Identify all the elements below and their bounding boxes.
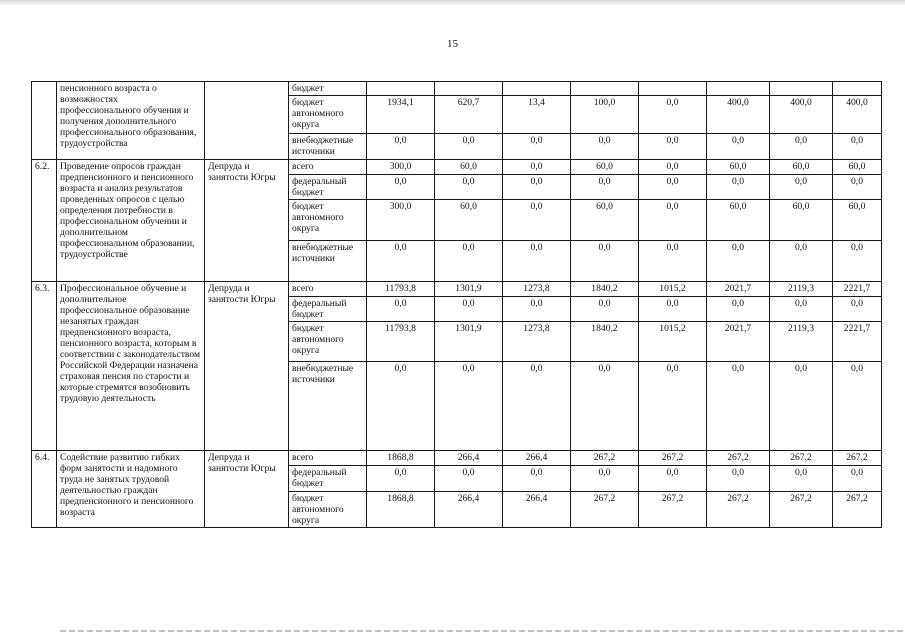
amount-cell: 2021,7 xyxy=(707,322,770,362)
amount-cell: 0,0 xyxy=(435,241,503,282)
amount-cell: 0,0 xyxy=(770,241,833,282)
amount-cell: 0,0 xyxy=(571,297,639,322)
amount-cell: 1868,8 xyxy=(367,492,435,528)
amount-cell: 0,0 xyxy=(833,134,882,160)
amount-cell: 1273,8 xyxy=(503,322,571,362)
amount-cell: 0,0 xyxy=(435,175,503,200)
table-row xyxy=(32,160,882,175)
amount-cell: 60,0 xyxy=(707,200,770,241)
funding-source: федеральный бюджет xyxy=(289,297,367,322)
measure-index: 6.3. xyxy=(32,282,57,451)
amount-cell: 0,0 xyxy=(367,362,435,451)
amount-cell: 0,0 xyxy=(639,297,707,322)
amount-cell: 11793,8 xyxy=(367,322,435,362)
amount-cell: 0,0 xyxy=(639,200,707,241)
scan-edge-bottom xyxy=(60,630,905,632)
page-number: 15 xyxy=(447,38,458,50)
funding-source: внебюджетные источники xyxy=(289,241,367,282)
amount-cell xyxy=(833,82,882,96)
amount-cell: 0,0 xyxy=(503,241,571,282)
amount-cell: 60,0 xyxy=(707,160,770,175)
amount-cell: 300,0 xyxy=(367,160,435,175)
amount-cell: 0,0 xyxy=(707,362,770,451)
measure-executor: Депруда и занятости Югры xyxy=(205,282,289,451)
amount-cell: 1015,2 xyxy=(639,282,707,297)
funding-source: бюджет автономного округа xyxy=(289,492,367,528)
funding-source: бюджет xyxy=(289,82,367,96)
funding-source: федеральный бюджет xyxy=(289,466,367,492)
amount-cell: 0,0 xyxy=(707,241,770,282)
amount-cell: 267,2 xyxy=(707,492,770,528)
table-row xyxy=(32,82,882,96)
amount-cell: 2221,7 xyxy=(833,322,882,362)
amount-cell: 0,0 xyxy=(435,362,503,451)
amount-cell: 0,0 xyxy=(571,175,639,200)
amount-cell: 300,0 xyxy=(367,200,435,241)
amount-cell: 0,0 xyxy=(503,297,571,322)
amount-cell: 267,2 xyxy=(639,492,707,528)
amount-cell: 400,0 xyxy=(833,96,882,134)
funding-source: бюджет автономного округа xyxy=(289,200,367,241)
amount-cell: 0,0 xyxy=(770,362,833,451)
amount-cell: 0,0 xyxy=(639,241,707,282)
amount-cell: 0,0 xyxy=(833,466,882,492)
amount-cell: 267,2 xyxy=(833,492,882,528)
amount-cell xyxy=(707,82,770,96)
amount-cell: 267,2 xyxy=(707,451,770,466)
funding-source: внебюджетные источники xyxy=(289,362,367,451)
funding-source: всего xyxy=(289,282,367,297)
funding-source: федеральный бюджет xyxy=(289,175,367,200)
measure-executor xyxy=(205,82,289,160)
amount-cell: 400,0 xyxy=(770,96,833,134)
measure-index: 6.2. xyxy=(32,160,57,282)
amount-cell: 0,0 xyxy=(707,175,770,200)
amount-cell: 0,0 xyxy=(833,175,882,200)
amount-cell: 0,0 xyxy=(707,297,770,322)
amount-cell: 60,0 xyxy=(770,200,833,241)
amount-cell xyxy=(503,82,571,96)
amount-cell xyxy=(435,82,503,96)
amount-cell: 266,4 xyxy=(503,492,571,528)
amount-cell: 0,0 xyxy=(367,466,435,492)
amount-cell: 0,0 xyxy=(435,297,503,322)
amount-cell: 60,0 xyxy=(435,200,503,241)
measure-index xyxy=(32,82,57,160)
amount-cell: 0,0 xyxy=(435,134,503,160)
amount-cell: 0,0 xyxy=(770,175,833,200)
funding-source: всего xyxy=(289,160,367,175)
amount-cell: 267,2 xyxy=(639,451,707,466)
amount-cell: 1868,8 xyxy=(367,451,435,466)
amount-cell: 0,0 xyxy=(367,297,435,322)
amount-cell: 0,0 xyxy=(503,200,571,241)
amount-cell: 0,0 xyxy=(833,362,882,451)
amount-cell: 0,0 xyxy=(571,134,639,160)
amount-cell: 0,0 xyxy=(639,362,707,451)
amount-cell: 0,0 xyxy=(503,134,571,160)
amount-cell: 0,0 xyxy=(639,96,707,134)
amount-cell: 60,0 xyxy=(833,200,882,241)
amount-cell: 1301,9 xyxy=(435,282,503,297)
amount-cell xyxy=(639,82,707,96)
amount-cell: 0,0 xyxy=(571,362,639,451)
amount-cell: 0,0 xyxy=(367,134,435,160)
amount-cell: 0,0 xyxy=(503,175,571,200)
amount-cell xyxy=(367,82,435,96)
measure-index: 6.4. xyxy=(32,451,57,528)
amount-cell: 100,0 xyxy=(571,96,639,134)
measure-name: Содействие развитию гибких форм занятости и надомного труда не занятых трудовой деятельностью граждан предпенсионного и пенсионного возраста xyxy=(57,451,205,528)
amount-cell: 0,0 xyxy=(503,160,571,175)
amount-cell: 1934,1 xyxy=(367,96,435,134)
amount-cell: 266,4 xyxy=(435,492,503,528)
amount-cell: 0,0 xyxy=(639,160,707,175)
amount-cell: 0,0 xyxy=(571,466,639,492)
amount-cell: 266,4 xyxy=(435,451,503,466)
amount-cell: 267,2 xyxy=(770,451,833,466)
funding-source: бюджет автономного округа xyxy=(289,96,367,134)
amount-cell: 0,0 xyxy=(833,297,882,322)
amount-cell: 1015,2 xyxy=(639,322,707,362)
amount-cell: 2021,7 xyxy=(707,282,770,297)
amount-cell: 0,0 xyxy=(770,466,833,492)
amount-cell: 0,0 xyxy=(435,466,503,492)
amount-cell: 0,0 xyxy=(639,175,707,200)
amount-cell: 2119,3 xyxy=(770,322,833,362)
measure-name: пенсионного возраста о возможностях профессионального обучения и получения дополнительного профессионального образования, трудоустройства xyxy=(57,82,205,160)
amount-cell: 0,0 xyxy=(833,241,882,282)
amount-cell: 60,0 xyxy=(833,160,882,175)
amount-cell: 1840,2 xyxy=(571,282,639,297)
amount-cell xyxy=(770,82,833,96)
amount-cell: 267,2 xyxy=(571,451,639,466)
amount-cell: 0,0 xyxy=(707,134,770,160)
amount-cell xyxy=(571,82,639,96)
funding-source: бюджет автономного округа xyxy=(289,322,367,362)
amount-cell: 60,0 xyxy=(435,160,503,175)
scan-edge-top xyxy=(0,0,905,6)
amount-cell: 60,0 xyxy=(571,200,639,241)
amount-cell: 1840,2 xyxy=(571,322,639,362)
amount-cell: 0,0 xyxy=(770,134,833,160)
table-row xyxy=(32,451,882,466)
amount-cell: 1301,9 xyxy=(435,322,503,362)
amount-cell: 0,0 xyxy=(707,466,770,492)
budget-table xyxy=(31,81,882,528)
funding-source: всего xyxy=(289,451,367,466)
measure-executor: Депруда и занятости Югры xyxy=(205,160,289,282)
amount-cell: 0,0 xyxy=(639,134,707,160)
amount-cell: 60,0 xyxy=(770,160,833,175)
measure-name: Проведение опросов граждан предпенсионного и пенсионного возраста и анализ результатов проведенных опросов с целью определения потребности в профессиональном обучении и дополнительном профессиональном образовании, трудоустройстве xyxy=(57,160,205,282)
amount-cell: 0,0 xyxy=(503,362,571,451)
amount-cell: 11793,8 xyxy=(367,282,435,297)
amount-cell: 0,0 xyxy=(503,466,571,492)
amount-cell: 267,2 xyxy=(571,492,639,528)
amount-cell: 0,0 xyxy=(367,175,435,200)
amount-cell: 2221,7 xyxy=(833,282,882,297)
amount-cell: 60,0 xyxy=(571,160,639,175)
amount-cell: 267,2 xyxy=(833,451,882,466)
amount-cell: 13,4 xyxy=(503,96,571,134)
amount-cell: 1273,8 xyxy=(503,282,571,297)
measure-name: Профессиональное обучение и дополнительное профессиональное образование незанятых граждан предпенсионного возраста, пенсионного возраста, которым в соответствии с законодательством Российской Федерации назначена страховая пенсия по старости и которые стремятся возобновить трудовую деятельность xyxy=(57,282,205,451)
amount-cell: 2119,3 xyxy=(770,282,833,297)
table-row xyxy=(32,282,882,297)
amount-cell: 0,0 xyxy=(639,466,707,492)
amount-cell: 0,0 xyxy=(571,241,639,282)
measure-executor: Депруда и занятости Югры xyxy=(205,451,289,528)
amount-cell: 266,4 xyxy=(503,451,571,466)
amount-cell: 0,0 xyxy=(770,297,833,322)
amount-cell: 620,7 xyxy=(435,96,503,134)
amount-cell: 400,0 xyxy=(707,96,770,134)
funding-source: внебюджетные источники xyxy=(289,134,367,160)
amount-cell: 0,0 xyxy=(367,241,435,282)
amount-cell: 267,2 xyxy=(770,492,833,528)
